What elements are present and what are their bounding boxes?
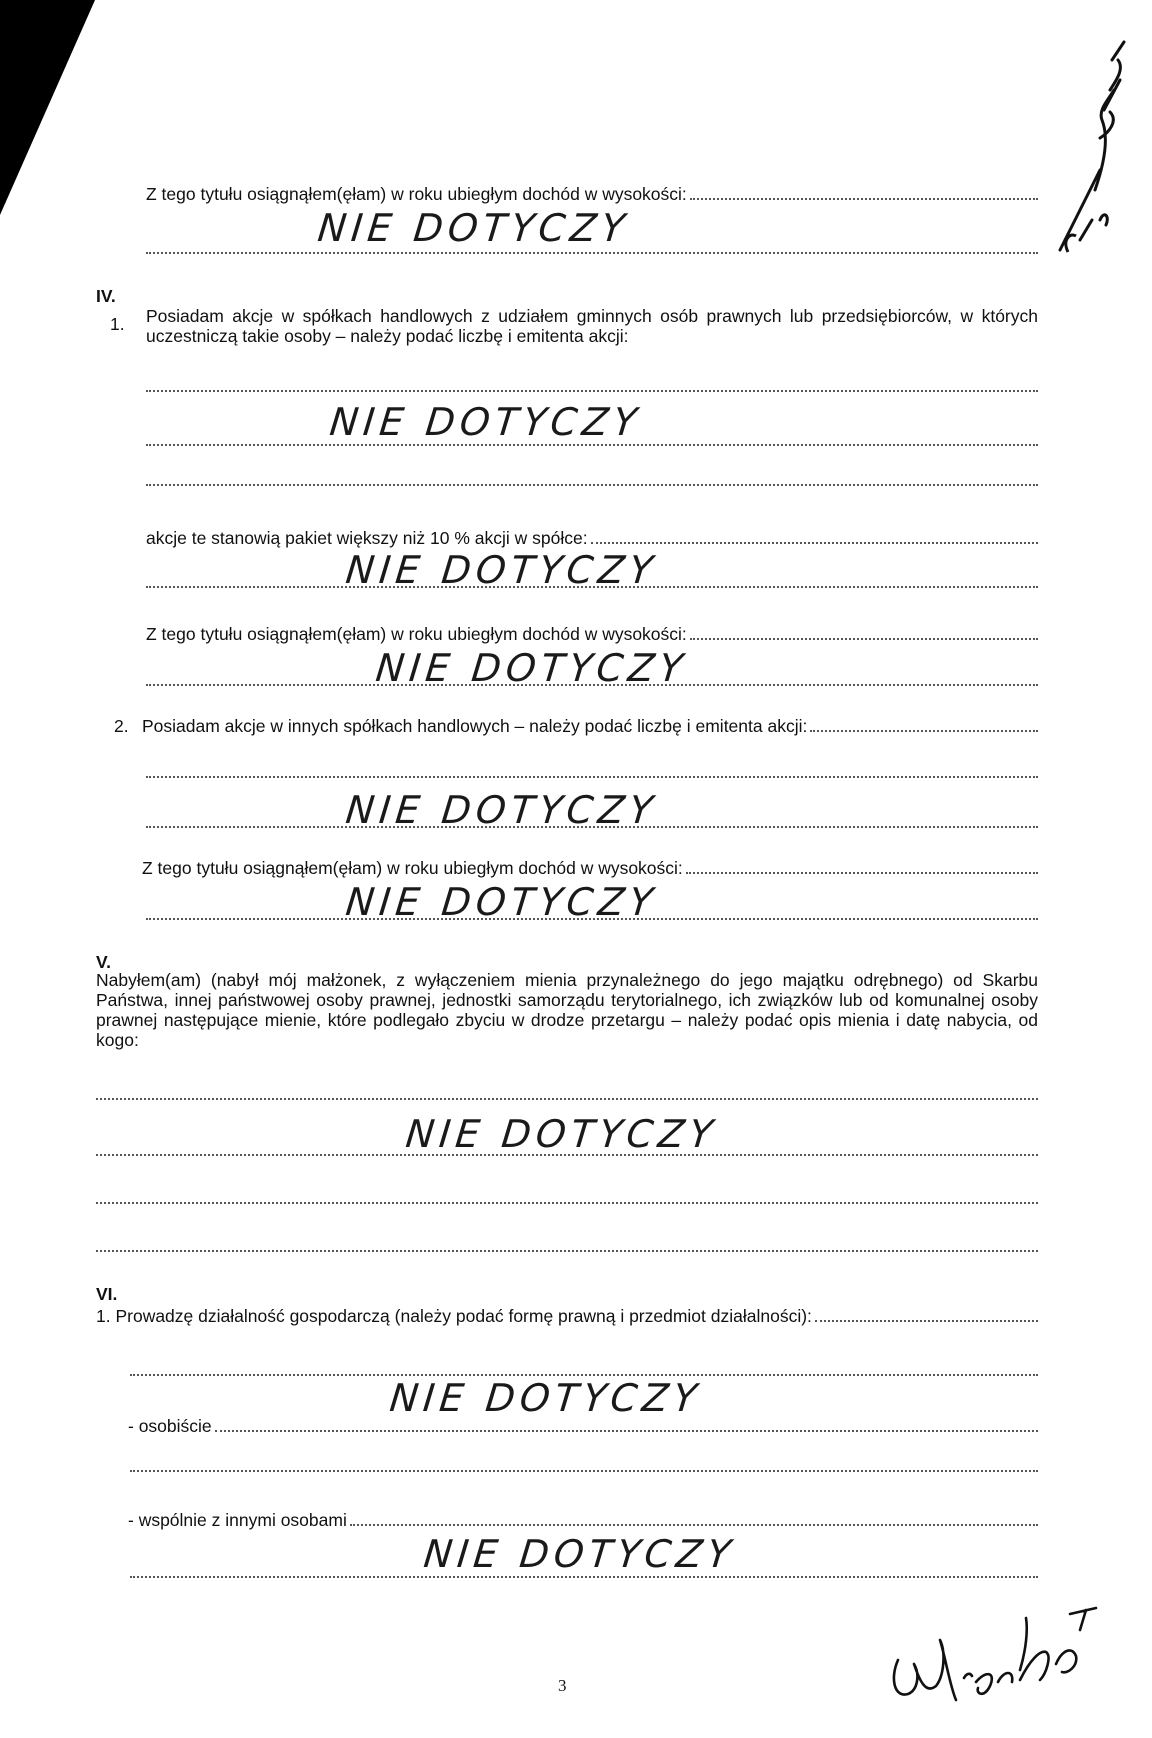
dotted-fill xyxy=(690,638,1038,640)
dotted-fill xyxy=(815,1320,1038,1322)
section4-item1-income-label: Z tego tytułu osiągnąłem(ęłam) w roku ubiegłym dochód w wysokości: xyxy=(146,624,687,644)
section4-item1-income-line xyxy=(146,624,1038,644)
section6-joint-line xyxy=(128,1510,1038,1530)
handwritten-answer: NIE DOTYCZY xyxy=(327,400,644,444)
scan-corner-shadow xyxy=(0,0,120,230)
section4-item1-text: Posiadam akcje w spółkach handlowych z udziałem gminnych osób prawnych lub przedsiębiorców, w których uczestniczą takie osoby – należy podać liczbę i emitenta akcji: xyxy=(146,306,1038,346)
section5-text: Nabyłem(am) (nabył mój małżonek, z wyłączeniem mienia przynależnego do jego majątku odrębnego) od Skarbu Państwa, innej państwowej osoby prawnej, jednostki samorządu terytorialnego, ich związków lub od komunalnej osoby prawnej następujące mienie, które podlegało zbyciu w drodze przetargu – należy podać opis mienia i datę nabycia, od kogo: xyxy=(96,970,1038,1050)
section6-joint-label: - wspólnie z innymi osobami xyxy=(128,1510,347,1530)
handwritten-answer: NIE DOTYCZY xyxy=(343,880,660,924)
handwritten-answer: NIE DOTYCZY xyxy=(403,1112,720,1156)
page-number: 3 xyxy=(558,1676,567,1695)
answer-line xyxy=(96,1202,1038,1204)
dotted-fill xyxy=(686,872,1038,874)
handwritten-answer: NIE DOTYCZY xyxy=(373,646,690,690)
section4-item2-line xyxy=(142,716,1038,736)
dotted-fill xyxy=(591,542,1038,544)
dotted-fill xyxy=(810,730,1038,732)
section6-personal-label: - osobiście xyxy=(128,1416,212,1436)
section3-income-line xyxy=(146,184,1038,204)
answer-line xyxy=(96,1250,1038,1252)
section4-item2-text: Posiadam akcje w innych spółkach handlowych – należy podać liczbę i emitenta akcji: xyxy=(142,716,808,736)
handwritten-answer: NIE DOTYCZY xyxy=(315,206,632,250)
dotted-fill xyxy=(215,1430,1038,1432)
answer-line xyxy=(146,390,1038,392)
answer-line xyxy=(130,1576,1038,1578)
section4-item2-income-line xyxy=(142,858,1038,878)
dotted-fill xyxy=(690,198,1038,200)
answer-line xyxy=(146,444,1038,446)
section4-item2-number: 2. xyxy=(114,716,129,736)
signature xyxy=(880,1590,1100,1720)
answer-line xyxy=(96,1098,1038,1100)
answer-line xyxy=(146,776,1038,778)
handwritten-answer: NIE DOTYCZY xyxy=(421,1532,738,1576)
section4-heading: IV. xyxy=(96,286,116,306)
answer-line xyxy=(146,484,1038,486)
answer-line xyxy=(146,252,1038,254)
section4-stake-line xyxy=(146,528,1038,548)
handwritten-answer: NIE DOTYCZY xyxy=(387,1376,704,1420)
section3-income-label: Z tego tytułu osiągnąłem(ęłam) w roku ubiegłym dochód w wysokości: xyxy=(146,184,687,204)
dotted-fill xyxy=(350,1524,1038,1526)
section4-stake-label: akcje te stanowią pakiet większy niż 10 % akcji w spółce: xyxy=(146,528,588,548)
section4-item2-income-label: Z tego tytułu osiągnąłem(ęłam) w roku ubiegłym dochód w wysokości: xyxy=(142,858,683,878)
section6-item1-text: 1. Prowadzę działalność gospodarczą (należy podać formę prawną i przedmiot działalności): xyxy=(96,1306,812,1326)
section6-heading: VI. xyxy=(96,1284,118,1304)
margin-signature xyxy=(1040,20,1130,260)
section5-heading: V. xyxy=(96,952,111,972)
section6-item1-line xyxy=(96,1306,1038,1326)
section4-item1-number: 1. xyxy=(110,314,125,334)
handwritten-answer: NIE DOTYCZY xyxy=(343,548,660,592)
handwritten-answer: NIE DOTYCZY xyxy=(343,788,660,832)
answer-line xyxy=(130,1470,1038,1472)
